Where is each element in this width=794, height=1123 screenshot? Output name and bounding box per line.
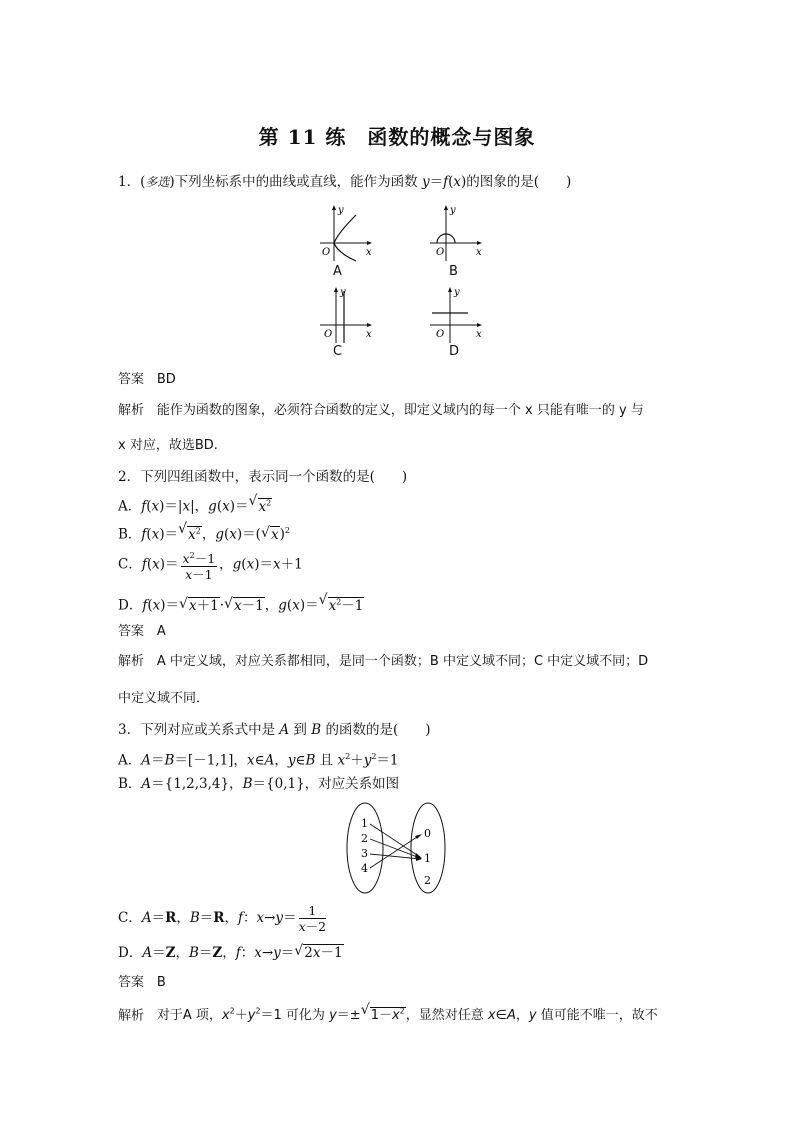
origin-label: O — [324, 329, 333, 340]
set-a-element: 1 — [361, 817, 368, 830]
axis-y-label: y — [454, 287, 460, 298]
graph-d-label: D — [449, 344, 460, 359]
graph-a — [316, 203, 376, 265]
axis-x-label: x — [366, 329, 372, 340]
graph-d — [426, 285, 486, 345]
q2-answer: 答案 A — [118, 624, 166, 639]
axis-x-label: x — [366, 247, 372, 258]
set-a-element: 2 — [361, 832, 368, 845]
question-1-stem: 1．(多选)下列坐标系中的曲线或直线，能作为函数 y＝f(x)的图象的是( ) — [118, 174, 572, 190]
origin-label: O — [436, 247, 445, 258]
axis-y-label: y — [338, 205, 344, 216]
q2-option-c: C．f(x)＝ $\frac{x^2-1}{x-1}$ ，g(x)＝x＋1 — [118, 548, 303, 582]
graph-a-label: A — [333, 264, 342, 279]
origin-label: O — [322, 247, 331, 258]
mapping-diagram — [344, 800, 448, 896]
graph-c-label: C — [333, 344, 343, 359]
q2-option-a: A．f(x)＝|x|，g(x)＝√ $x^2$ — [118, 494, 272, 516]
question-3-stem: 3．下列对应或关系式中是 A 到 B 的函数的是( ) — [118, 722, 431, 738]
q3-option-c: C．A＝R，B＝R，f：x→y＝ $\frac{1}{x-2}$ — [118, 903, 327, 934]
q2-explain-line-1: 解析 A 中定义域，对应关系都相同，是同一个函数；B 中定义域不同；C 中定义域不同；D — [118, 654, 649, 669]
axis-y-label: y — [450, 205, 456, 216]
question-2-stem: 2．下列四组函数中，表示同一个函数的是( ) — [118, 469, 408, 485]
page-title: 第 11 练 函数的概念与图象 — [258, 125, 536, 149]
q1-explain-line-1: 解析 能作为函数的图象，必须符合函数的定义，即定义域内的每一个 x 只能有唯一的 y 与 — [118, 403, 644, 418]
axis-x-label: x — [476, 247, 482, 258]
axis-x-label: x — [476, 329, 482, 340]
q3-option-a: A．A＝B＝[－1,1]，x∈A，y∈B 且 $x^2+y^2=1$ — [118, 752, 399, 769]
axis-y-label: y — [340, 287, 346, 298]
graph-b — [426, 203, 486, 265]
set-b-element: 0 — [424, 827, 431, 840]
q3-option-d: D．A＝Z，B＝Z，f：x→y＝√ 2x－1 — [118, 944, 344, 962]
set-b-element: 1 — [424, 852, 431, 865]
set-b-element: 2 — [424, 874, 431, 887]
q3-option-b: B．A＝{1,2,3,4}，B＝{0,1}，对应关系如图 — [118, 776, 400, 792]
graph-c — [316, 285, 376, 345]
q2-explain-line-2: 中定义域不同． — [118, 691, 210, 706]
q2-option-d: D．f(x)＝√ x＋1·√ x－1，g(x)＝√ $x^2-1$ — [118, 593, 364, 615]
q2-option-b: B．f(x)＝√ $x^2$，g(x)＝(√ x)$^2$ — [118, 522, 290, 544]
origin-label: O — [436, 329, 445, 340]
set-a-element: 3 — [361, 847, 368, 860]
q3-explain-line-1: 解析 对于A 项，$x^2+y^2=1$ 可化为 y＝±√ $1-x^2$，显然对任意 x∈A，y 值可能不唯一，故不 — [118, 1003, 658, 1025]
q1-answer: 答案 BD — [118, 372, 176, 387]
set-a-element: 4 — [361, 862, 368, 875]
q1-explain-line-2: x 对应，故选BD. — [118, 438, 218, 453]
q3-answer: 答案 B — [118, 975, 166, 990]
graph-b-label: B — [449, 264, 458, 279]
